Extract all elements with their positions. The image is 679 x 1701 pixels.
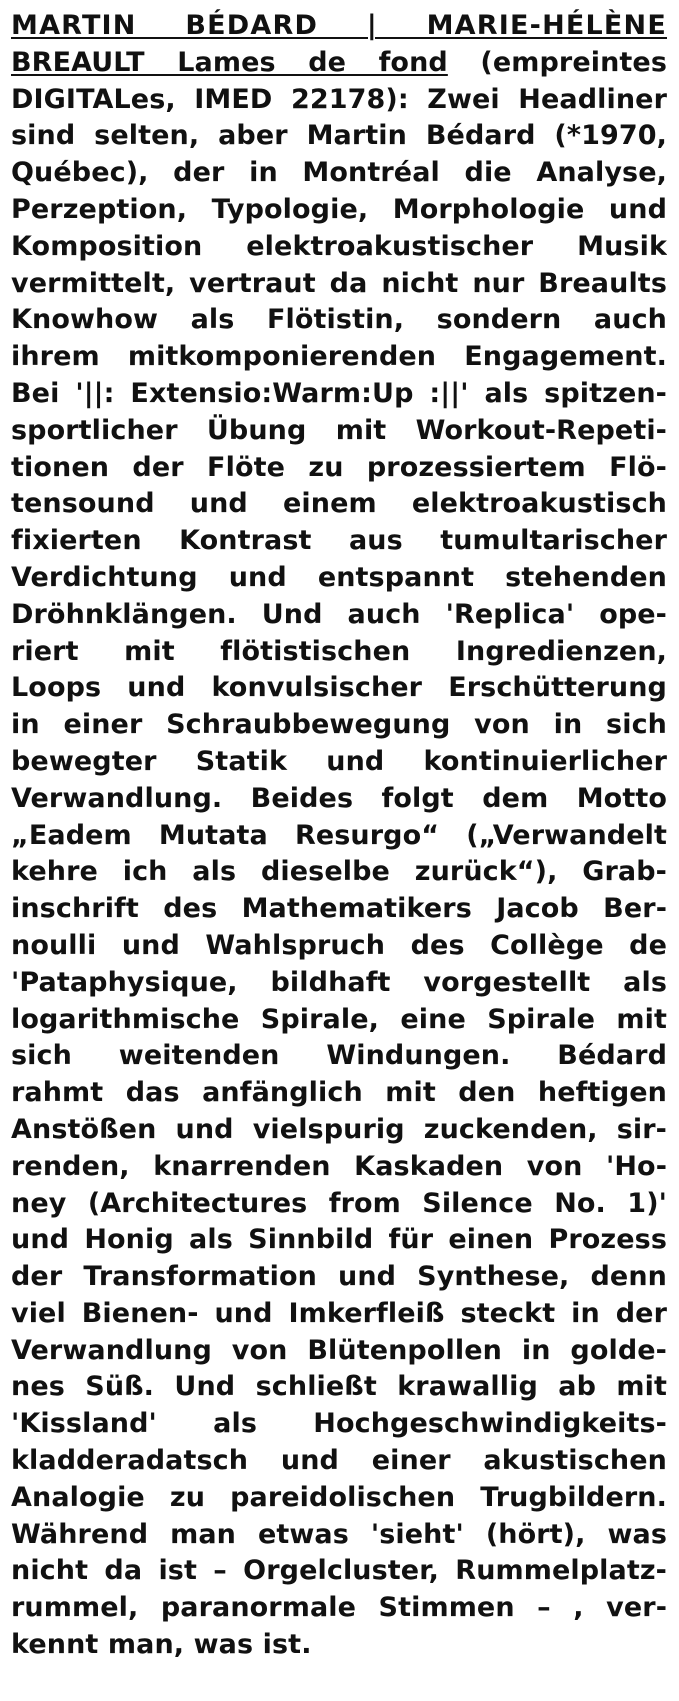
review-article: [11, 8, 667, 1664]
review-text-line: ihrem mitkomponierenden Engagement.: [11, 341, 667, 373]
review-text-line: DIGITALes, IMED 22178): Zwei Headliner: [11, 83, 667, 115]
review-text-line: sich weitenden Windungen. Bédard: [11, 1040, 667, 1072]
review-text-line: kladderadatsch und einer akustischen: [11, 1445, 667, 1477]
review-text-line: Während man etwas 'sieht' (hört), was: [11, 1518, 667, 1550]
review-text-line: sind selten, aber Martin Bédard (*1970,: [11, 120, 667, 152]
review-text-line: tensound und einem elektroakustisch: [11, 488, 667, 520]
review-text-line: 'Pataphysique, bildhaft vorgestellt als: [11, 966, 667, 998]
review-text-line: in einer Schraubbewegung von in sich: [11, 709, 667, 741]
review-text-line: Anstößen und vielspurig zuckenden, sir-: [11, 1113, 667, 1145]
review-text-line: Dröhnklängen. Und auch 'Replica' ope-: [11, 598, 667, 630]
review-text-line: logarithmische Spirale, eine Spirale mit: [11, 1003, 667, 1035]
review-text-line: ney (Architectures from Silence No. 1)': [11, 1187, 667, 1219]
review-header-line-2: [11, 45, 667, 82]
review-text-line: Verdichtung und entspannt stehenden: [11, 561, 667, 593]
review-header-line-1: [11, 8, 667, 45]
review-text-line: der Transformation und Synthese, denn: [11, 1261, 667, 1293]
review-text-line: Analogie zu pareidolischen Trugbildern.: [11, 1481, 667, 1513]
review-text-line: „Eadem Mutata Resurgo“ („Verwandelt: [11, 819, 667, 851]
review-text-line: inschrift des Mathematikers Jacob Ber-: [11, 893, 667, 925]
review-text-line: vermittelt, vertraut da nicht nur Breaults: [11, 267, 667, 299]
review-text-line: kehre ich als dieselbe zurück“), Grab-: [11, 856, 667, 888]
review-text-line: Loops und konvulsischer Erschütterung: [11, 672, 667, 704]
review-body: [11, 82, 667, 1664]
review-text-line: Perzeption, Typologie, Morphologie und: [11, 193, 667, 225]
review-text-line: riert mit flötistischen Ingredienzen,: [11, 635, 667, 667]
album-title: BREAULT Lames de fond: [11, 46, 448, 78]
review-text-line: und Honig als Sinnbild für einen Prozess: [11, 1224, 667, 1256]
review-text-line: Verwandlung von Blütenpollen in golde-: [11, 1334, 667, 1366]
label-info: (empreintes: [480, 46, 667, 78]
review-text-line: tionen der Flöte zu prozessiertem Flö-: [11, 451, 667, 483]
review-text-line: bewegter Statik und kontinuierlicher: [11, 745, 667, 777]
review-text-line: nes Süß. Und schließt krawallig ab mit: [11, 1371, 667, 1403]
review-text-line: noulli und Wahlspruch des Collège de: [11, 929, 667, 961]
review-text-line: Knowhow als Flötistin, sondern auch: [11, 304, 667, 336]
review-text-line: sportlicher Übung mit Workout-Repeti-: [11, 414, 667, 446]
review-text-line: rahmt das anfänglich mit den heftigen: [11, 1077, 667, 1109]
review-text-line: Bei '||: Extensio:Warm:Up :||' als spitzen-: [11, 377, 667, 409]
review-text-line: rummel, paranormale Stimmen – , ver-: [11, 1592, 667, 1624]
artist-names: MARTIN BÉDARD | MARIE-HÉLÈNE: [11, 10, 667, 41]
review-text-line: Verwandlung. Beides folgt dem Motto: [11, 782, 667, 814]
review-text-line: kennt man, was ist.: [11, 1629, 312, 1661]
review-text-line: Québec), der in Montréal die Analyse,: [11, 157, 667, 189]
review-text-line: viel Bienen- und Imkerfleiß steckt in der: [11, 1297, 667, 1329]
review-text-line: Komposition elektroakustischer Musik: [11, 230, 667, 262]
review-text-line: renden, knarrenden Kaskaden von 'Ho-: [11, 1150, 667, 1182]
review-text-line: fixierten Kontrast aus tumultarischer: [11, 525, 667, 557]
review-text-line: nicht da ist – Orgelcluster, Rummelplatz-: [11, 1555, 667, 1587]
review-text-line: 'Kissland' als Hochgeschwindigkeits-: [11, 1408, 667, 1440]
